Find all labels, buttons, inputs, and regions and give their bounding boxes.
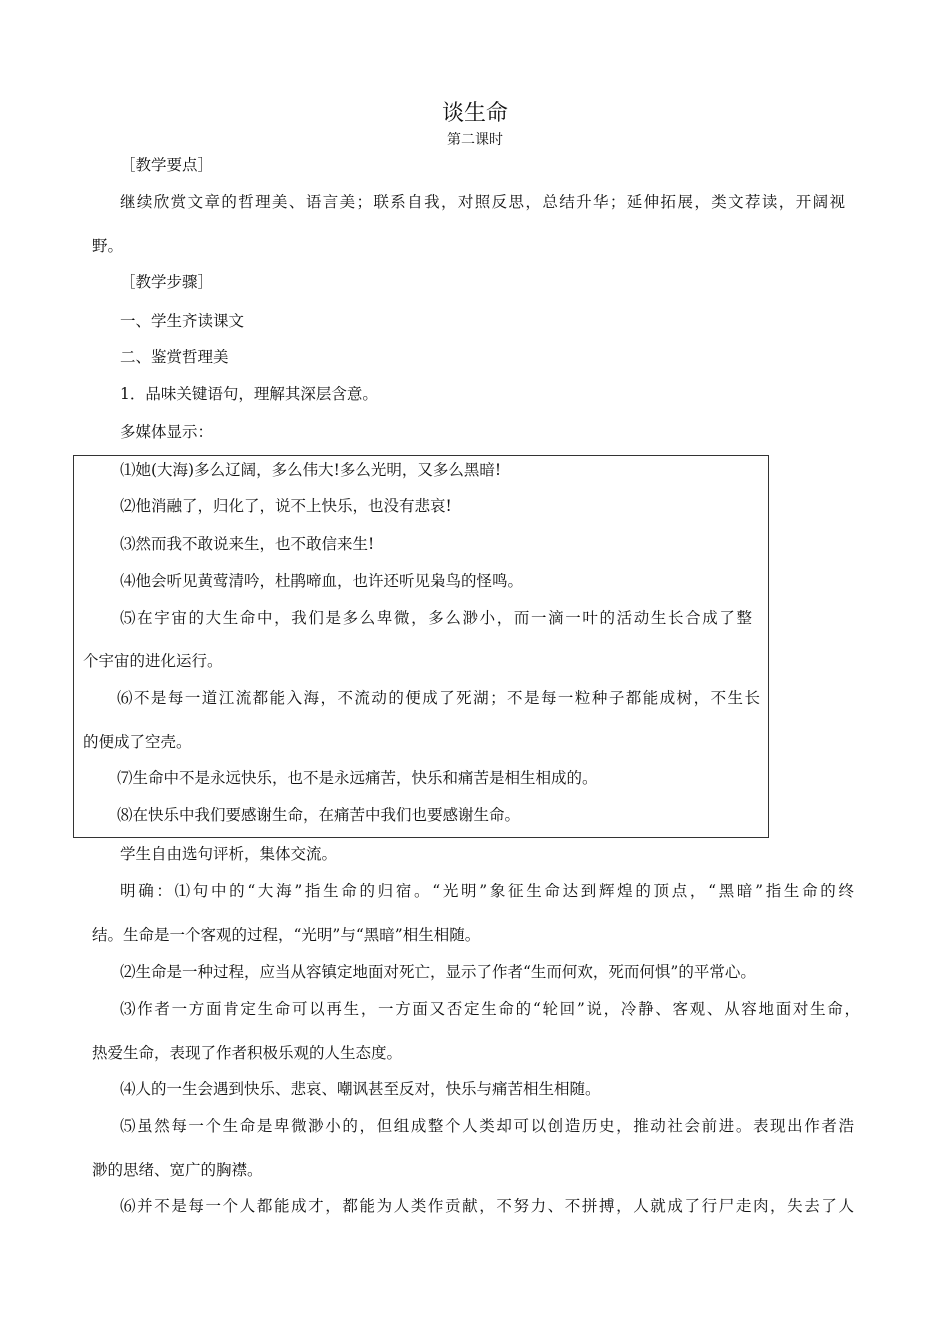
quote-5-line2: 个宇宙的进化运行。 (83, 652, 223, 670)
quote-4: ⑷他会听见黄莺清吟，杜鹃啼血，也许还听见枭鸟的怪鸣。 (120, 572, 524, 590)
quote-7: ⑺生命中不是永远快乐，也不是永远痛苦，快乐和痛苦是相生相成的。 (117, 769, 598, 787)
answer-1-line1: 明确：⑴句中的“大海”指生命的归宿。“光明”象征生命达到辉煌的顶点，“黑暗”指生命的终 (120, 882, 854, 900)
answer-2: ⑵生命是一种过程，应当从容镇定地面对死亡，显示了作者“生而何欢，死而何惧”的平常心。 (120, 963, 756, 981)
quote-6-line1: ⑹不是每一道江流都能入海，不流动的便成了死湖；不是每一粒种子都能成树，不生长 (117, 689, 760, 707)
quote-1: ⑴她(大海)多么辽阔，多么伟大!多么光明，又多么黑暗! (120, 461, 502, 479)
answer-3-line2: 热爱生命，表现了作者积极乐观的人生态度。 (92, 1044, 403, 1062)
page-subtitle: 第二课时 (447, 132, 503, 148)
quote-6-line2: 的便成了空壳。 (83, 733, 192, 751)
page-title: 谈生命 (441, 101, 508, 126)
answer-5-line1: ⑸虽然每一个生命是卑微渺小的，但组成整个人类却可以创造历史，推动社会前进。表现出作者浩 (120, 1117, 854, 1135)
answer-4: ⑷人的一生会遇到快乐、悲哀、嘲讽甚至反对，快乐与痛苦相生相随。 (120, 1080, 601, 1098)
key-points-heading: ［教学要点］ (120, 156, 214, 174)
step-item-one: 1．品味关键语句，理解其深层含意。 (120, 385, 378, 403)
answer-1-line2: 结。生命是一个客观的过程，“光明”与“黑暗”相生相随。 (92, 926, 481, 944)
answer-5-line2: 渺的思绪、宽广的胸襟。 (92, 1161, 263, 1179)
key-points-text-line2: 野。 (92, 237, 124, 255)
quote-2: ⑵他消融了，归化了，说不上快乐，也没有悲哀! (120, 497, 452, 515)
answer-3-line1: ⑶作者一方面肯定生命可以再生，一方面又否定生命的“轮回”说，冷静、客观、从容地面对生命， (120, 1000, 860, 1018)
quote-8: ⑻在快乐中我们要感谢生命，在痛苦中我们也要感谢生命。 (117, 806, 521, 824)
quote-3: ⑶然而我不敢说来生，也不敢信来生! (120, 535, 375, 553)
steps-heading: ［教学步骤］ (120, 273, 214, 291)
answer-6-line1: ⑹并不是每一个人都能成才，都能为人类作贡献，不努力、不拼搏，人就成了行尸走肉，失去了人 (120, 1197, 854, 1215)
quote-5-line1: ⑸在宇宙的大生命中，我们是多么卑微，多么渺小，而一滴一叶的活动生长合成了整 (120, 609, 752, 627)
step-two: 二、鉴赏哲理美 (120, 348, 229, 366)
step-one: 一、学生齐读课文 (120, 312, 245, 330)
multimedia-label: 多媒体显示： (120, 423, 214, 441)
discussion-intro: 学生自由选句评析，集体交流。 (120, 845, 338, 863)
key-points-text-line1: 继续欣赏文章的哲理美、语言美；联系自我，对照反思，总结升华；延伸拓展，类文荐读，开阔视 (120, 193, 845, 211)
